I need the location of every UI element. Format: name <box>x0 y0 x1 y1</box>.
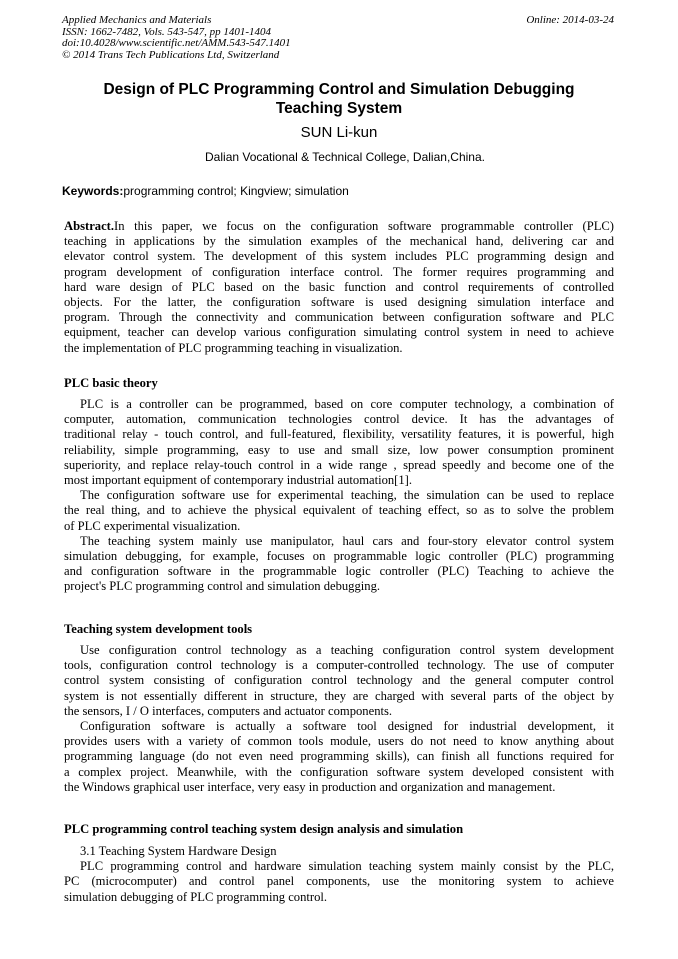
copyright-line: © 2014 Trans Tech Publications Ltd, Switzerland <box>62 48 280 61</box>
abstract-line: teaching in applications by the simulation examples of the mechanical hand, delivering car and <box>64 234 614 249</box>
title-line-1: Design of PLC Programming Control and Simulation Debugging <box>103 81 575 98</box>
section-body-design-analysis <box>64 844 614 905</box>
author-name: SUN Li-kun <box>300 124 378 141</box>
body-line: provides users with a variety of common tools module, users do not need to know anything about <box>64 734 614 749</box>
body-line: system is not essentially different in structure, they are charged with several parts of the object by <box>64 688 614 703</box>
body-line: Use configuration control technology as a teaching configuration control system development <box>80 643 614 657</box>
body-line: PC (microcomputer) and control panel components, use the monitoring system to achieve <box>64 874 614 889</box>
section-heading-plc-basic-theory: PLC basic theory <box>64 376 158 390</box>
body-line: the real thing, and to achieve the physical equivalent of teaching effect, so as to solve the problem <box>64 503 614 518</box>
body-line: simulation debugging, for example, focuses on programmable logic controller (PLC) programming <box>64 548 614 563</box>
body-line: project's PLC programming control and simulation debugging. <box>64 579 381 594</box>
body-line: simulation debugging of PLC programming control. <box>64 889 328 904</box>
journal-name: Applied Mechanics and Materials <box>62 14 212 26</box>
section-body-development-tools <box>64 643 614 795</box>
body-line: The configuration software use for experimental teaching, the simulation can be used to replace <box>80 488 614 503</box>
abstract-label: Abstract. <box>64 219 115 233</box>
journal-header <box>62 15 291 61</box>
title-line-2: Teaching System <box>275 100 403 117</box>
abstract-line: program. Through the connectivity and communication between configuration software and PLC <box>64 310 614 325</box>
keywords-text: programming control; Kingview; simulation <box>123 184 349 198</box>
body-line: programming language (do not even need programming skills), can finish all functions required for <box>64 749 614 764</box>
body-line: tools, configuration control technology is a computer-controlled technology. The use of computer <box>64 658 614 673</box>
section-heading-design-analysis: PLC programming control teaching system design analysis and simulation <box>64 822 464 836</box>
body-line: most important equipment of contemporary industrial automation[1]. <box>64 472 413 487</box>
keywords <box>62 184 349 198</box>
body-line: PLC programming control and hardware simulation teaching system mainly consist by the PLC, <box>80 859 614 874</box>
body-line: Configuration software is actually a software tool designed for industrial development, it <box>80 718 614 733</box>
paper-title <box>62 80 616 118</box>
doi-line: doi:10.4028/www.scientific.net/AMM.543-547.1401 <box>62 37 291 49</box>
body-line: computer, automation, communication technologies control device. It has the advantages of <box>64 412 614 427</box>
abstract-line: Abstract.In this paper, we focus on the configuration software programmable controller (PLC) <box>64 219 614 233</box>
body-line: traditional relay - touch control, and full-featured, flexibility, versatility features, it is powerful, high <box>64 427 614 442</box>
body-line: reliability, simple programming, easy to use and small size, low power consumption prominent <box>64 442 614 457</box>
affiliation: Dalian Vocational & Technical College, Dalian,China. <box>205 150 485 164</box>
abstract-line: equipment, teacher can develop various configuration simulating control system in need to achieve <box>64 325 614 340</box>
body-line: control system consisting of configuration control technology and the general computer control <box>64 673 614 688</box>
body-line: superiority, and replace relay-touch control in a wide range , spread speedly and become one of the <box>64 457 614 472</box>
body-line: a complex project. Meanwhile, with the configuration software system developed consistent with <box>64 764 614 779</box>
abstract-line: elevator control system. The development of this system includes PLC programming design and <box>64 249 614 264</box>
body-line: the Windows graphical user interface, very easy in production and organization and management. <box>64 779 556 794</box>
abstract-line: objects. For the latter, the configuration software is used designing simulation interface and <box>64 294 614 309</box>
body-line: of PLC experimental visualization. <box>64 518 241 533</box>
subsection-heading: 3.1 Teaching System Hardware Design <box>80 844 277 858</box>
body-line: PLC is a controller can be programmed, based on core computer technology, a combination of <box>80 397 614 411</box>
issn-line: ISSN: 1662-7482, Vols. 543-547, pp 1401-1404 <box>62 25 271 38</box>
abstract-line: program development of configuration interface control. The former requires programming and <box>64 264 614 279</box>
keywords-label: Keywords: <box>62 184 124 198</box>
online-date: Online: 2014-03-24 <box>526 14 614 26</box>
body-line: The teaching system mainly use manipulator, haul cars and four-story elevator control system <box>80 533 614 548</box>
section-heading-development-tools: Teaching system development tools <box>64 622 253 636</box>
body-line: the sensors, I / O interfaces, computers and actuator components. <box>64 703 393 718</box>
body-line: and configuration software in the programmable logic controller (PLC) Teaching to achieve the <box>64 564 614 579</box>
abstract-line: the implementation of PLC programming teaching in visualization. <box>64 340 403 355</box>
section-body-plc-basic-theory <box>64 397 614 594</box>
abstract-line: hard ware design of PLC based on the basic function and control requirements of controlled <box>64 279 614 294</box>
abstract <box>64 219 614 356</box>
